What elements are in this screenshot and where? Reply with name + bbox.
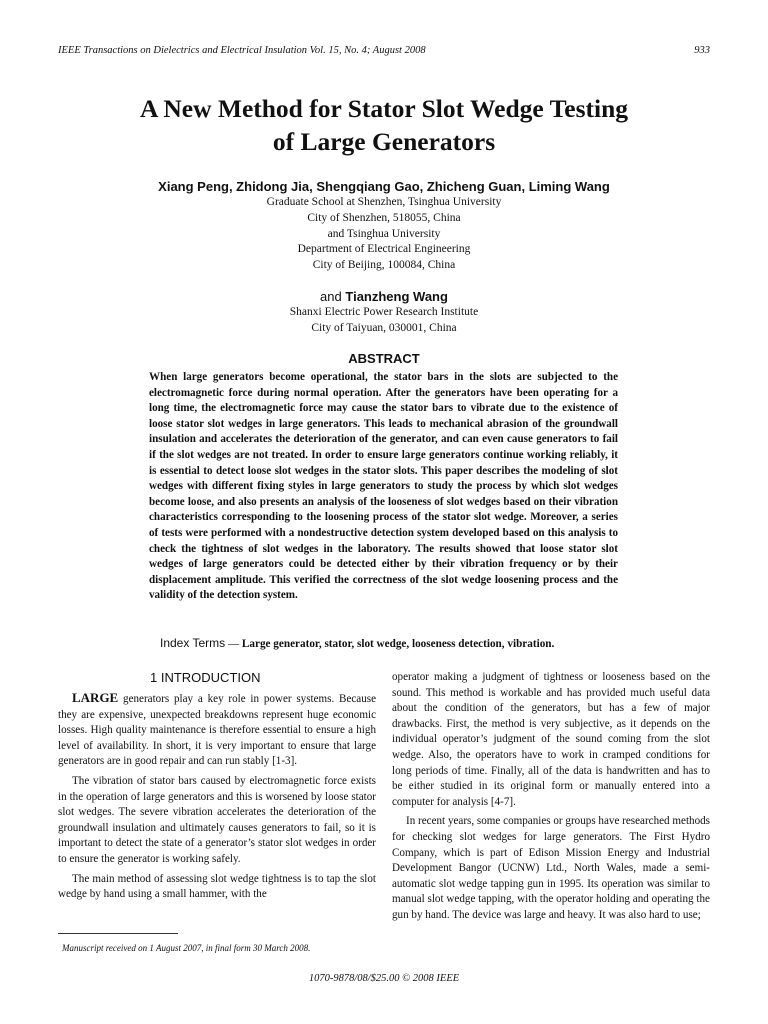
index-terms — [160, 636, 630, 650]
paragraph-text: generators play a key role in power systems. Because they are expensive, unexpected breakdowns represent huge economic losses. High quality maintenance is therefore essential to ensure a high level of availability. In short, it is very important to ensure that large generators are in good repair and can run stably [1-3]. — [58, 693, 376, 768]
index-terms-list: Large generator, stator, slot wedge, looseness detection, vibration. — [241, 638, 555, 650]
abstract-heading: ABSTRACT — [348, 351, 420, 366]
title-line-1: A New Method for Stator Slot Wedge Testing — [139, 94, 629, 123]
affiliation-line: and Tsinghua University — [327, 227, 441, 240]
affiliation-line: City of Taiyuan, 030001, China — [311, 321, 457, 334]
affiliation-line: City of Shenzhen, 518055, China — [307, 211, 461, 224]
affiliation-line: City of Beijing, 100084, China — [312, 259, 456, 272]
author-list: Xiang Peng, Zhidong Jia, Shengqiang Gao, Zhicheng Guan, Liming Wang — [158, 179, 610, 194]
affiliation-line: Department of Electrical Engineering — [297, 243, 471, 256]
second-author-prefix: and — [320, 289, 342, 304]
dropcap-word: LARGE — [72, 690, 119, 705]
affiliation-line: Graduate School at Shenzhen, Tsinghua University — [266, 196, 502, 208]
paragraph: operator making a judgment of tightness or looseness based on the sound. This method is workable and has provided much useful data about the condition of the generators, but has a few of major drawbacks. First, the method is very subjective, as it depends on the individual operator’s judgment of the sound coming from the slot wedge. Also, the operators have to work in cramped conditions for long periods of time. Finally, all of the data is handwritten and has to be either studied in its original form or manually entered into a computer for analysis [4-7]. — [392, 671, 710, 808]
section-heading-introduction: 1 INTRODUCTION — [150, 670, 261, 685]
left-column — [58, 690, 376, 907]
affiliation-block-1 — [0, 195, 768, 274]
paragraph: The main method of assessing slot wedge tightness is to tap the slot wedge by hand using a small hammer, with the — [58, 872, 376, 901]
journal-citation: IEEE Transactions on Dielectrics and Electrical Insulation Vol. 15, No. 4; August 2008 — [58, 45, 426, 56]
running-header — [58, 45, 710, 56]
page-number: 933 — [694, 45, 710, 56]
index-terms-dash: — — [225, 638, 242, 650]
paragraph: The vibration of stator bars caused by electromagnetic force exists in the operation of large generators and this is worsened by loose stator slot wedges. The severe vibration accelerates the deterioration of the groundwall insulation and ultimately causes generators to fail, so it is important to detect the state of a generator’s stator slot wedges in order to ensure the generator is working safely. — [58, 774, 376, 865]
affiliation-line: Shanxi Electric Power Research Institute — [289, 306, 479, 318]
index-terms-label: Index Terms — [160, 636, 226, 650]
abstract-text: When large generators become operational, the stator bars in the slots are subjected to the electromagnetic force during normal operation. After the generators have been operating for a long time, the electromagnetic force may cause the stator bars to vibrate due to the existence of loose stator slot wedges in large generators. This leads to mechanical abrasion of the groundwall insulation and accelerates the deterioration of the generator, and can even cause generators to fail if the slot wedges are not treated. In order to ensure large generators continue working reliably, it is essential to detect loose slot wedges in the stator slots. This paper describes the modeling of slot wedges with different fixing styles in large generators to study the process by which slot wedges become loose, and also presents an analysis of the looseness of slot wedges based on their vibration characteristics corresponding to the loosening process of the stator slot wedge. Moreover, a series of tests were performed with a nondestructive detection system developed based on this analysis to check the tightness of slot wedges in the laboratory. The results showed that loose stator slot wedges of large generators could be detected either by their vibration frequency or by their displacement amplitude. This verified the correctness of the slot wedge loosening process and the validity of the detection system. — [149, 371, 618, 602]
title-line-2: of Large Generators — [272, 127, 496, 156]
second-author-name: Tianzheng Wang — [345, 289, 448, 304]
second-author — [0, 289, 768, 304]
affiliation-block-2 — [0, 305, 768, 337]
paragraph: In recent years, some companies or groups have researched methods for checking slot wedges for large generators. The First Hydro Company, which is part of Edison Mission Energy and Industrial Development Bangor (UCNW) Ltd., North Wales, made a semi-automatic slot wedge tapping gun in 1995. Its operation was similar to manual slot wedge tapping, with the operator holding and operating the gun by hand. The device was large and heavy. It was also hard to use; — [392, 815, 710, 921]
right-column — [392, 670, 710, 928]
manuscript-footnote: Manuscript received on 1 August 2007, in final form 30 March 2008. — [62, 943, 311, 953]
footnote-divider — [58, 933, 178, 934]
paper-title — [0, 92, 768, 158]
paragraph — [58, 690, 376, 770]
copyright-footer: 1070-9878/08/$25.00 © 2008 IEEE — [308, 973, 460, 984]
